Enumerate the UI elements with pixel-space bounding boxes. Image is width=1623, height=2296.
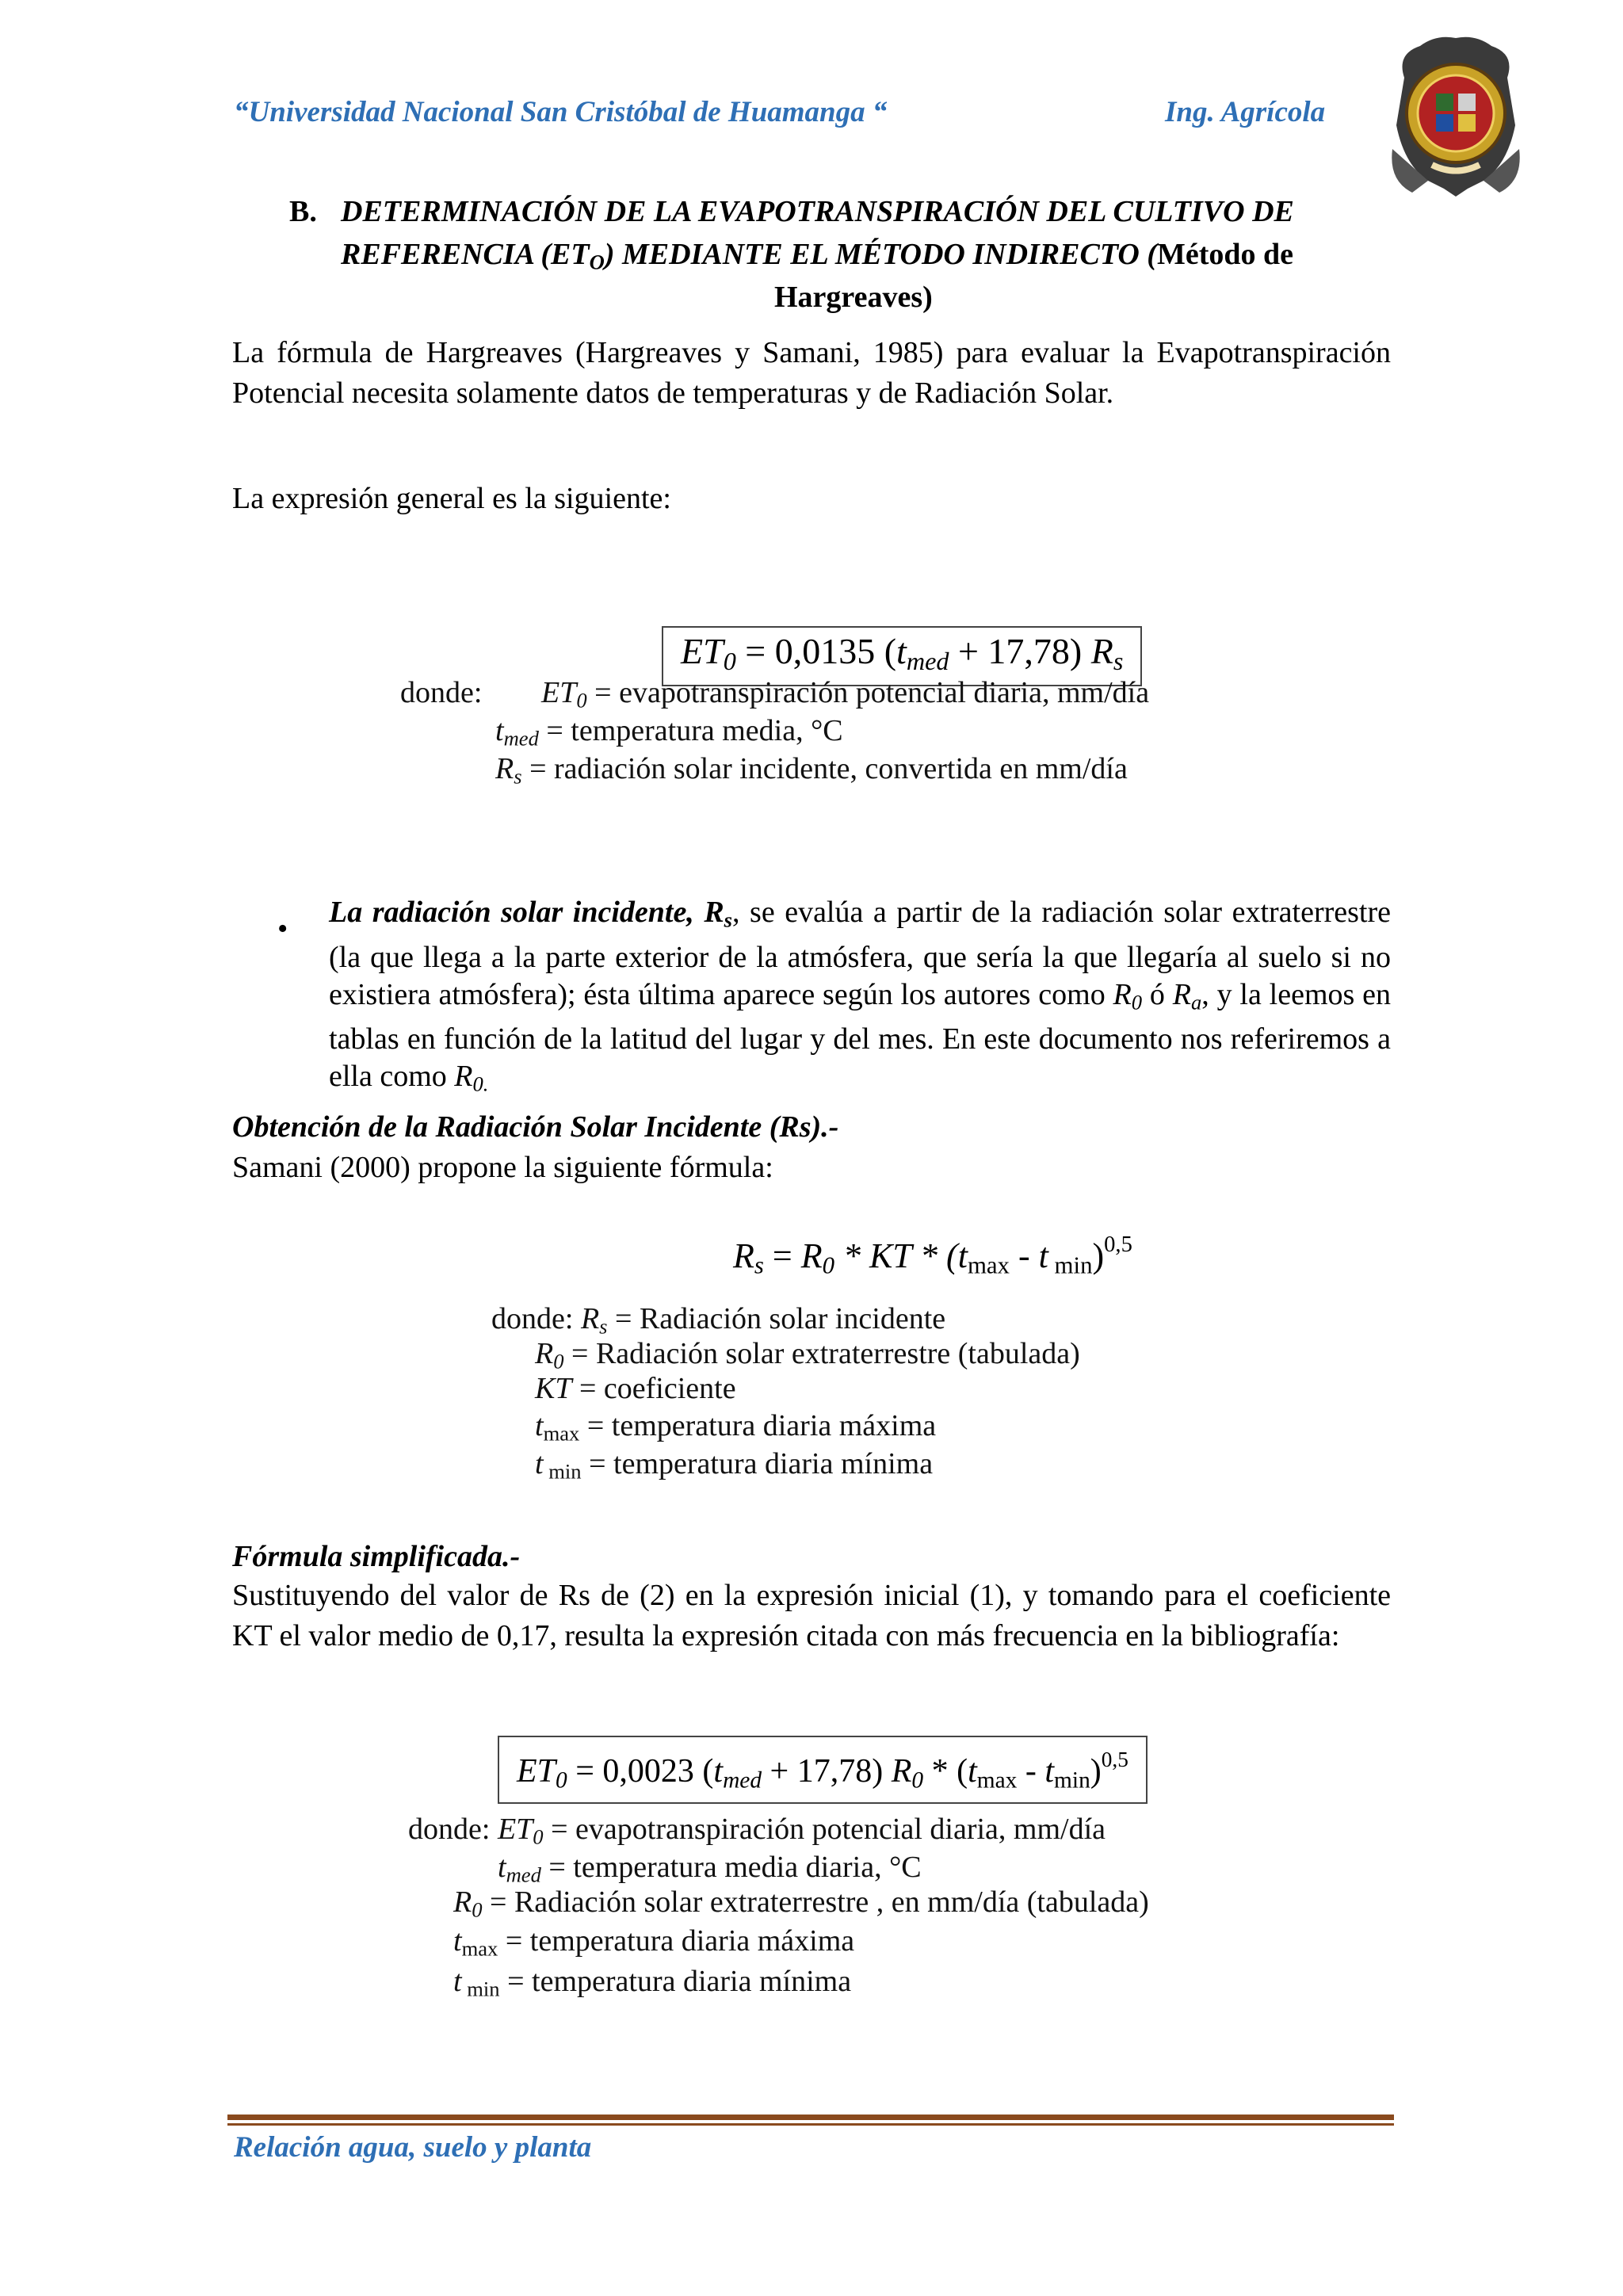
obtencion-text: Samani (2000) propone la siguiente fórmula: [232,1151,773,1184]
header-university: “Universidad Nacional San Cristóbal de Huamanga “ [234,96,888,128]
footer-text: Relación agua, suelo y planta [234,2131,592,2164]
formula2-def-rs: donde: $R_s$ = Radiación solar incidente [491,1302,946,1339]
formula1-def-et0: $ET_0$ = evapotranspiración potencial diaria, mm/día [541,676,1150,712]
formula2-def-tmax: $t_{max}$ = temperatura diaria máxima [535,1409,937,1446]
formula3-def-et0: donde: $ET_0$ = evapotranspiración potencial diaria, mm/día [408,1813,1106,1849]
footer-rule-thin [227,2123,1394,2126]
formula-hargreaves-simplificada: $ET_0 = 0,0023$ $(t_{med} + 17,78)$ $R_0 * (t_{max} - t_{min})^{0,5}$ [498,1736,1148,1804]
header-department: Ing. Agrícola [1165,96,1326,128]
formula-hargreaves-general: $ET_0 = 0,0135$ $(t_{med} + 17,78)$ $R_s$ [662,626,1142,686]
formula2-def-tmin: t $_{min}$ = temperatura diaria mínima [535,1447,934,1484]
bullet-radiacion: La radiación solar incidente, $R_s$, se evalúa a partir de la radiación solar extraterrestre (la que llega a la parte exterior de la atmósfera, que sería la que llegaría al suelo si no existiera atmósfera); ésta última aparece según los autores como $R_0$ ó $R_a$, y la leemos en tablas en función de la latitud del lugar y del mes. En este documento nos referiremos a ella como $R_{0.}$ [329,896,1392,1096]
university-crest-logo [1388,30,1523,197]
formula1-def-tmed: $t_{med}$ = temperatura media, °C [495,714,843,751]
formula1-def-rs: $R_s$ = radiación solar incidente, convertida en mm/día [495,752,1128,789]
obtencion-heading: Obtención de la Radiación Solar Incidente (Rs).- [232,1110,839,1144]
simplificada-heading: Fórmula simplificada.- [232,1540,521,1573]
section-title-line3: Hargreaves) [774,281,933,314]
formula3-def-tmed: $t_{med}$ = temperatura media diaria, °C [498,1851,922,1887]
formula3-def-tmax: $t_{max}$ = temperatura diaria máxima [453,1924,855,1961]
formula2-def-r0: $R_0$ = Radiación solar extraterrestre (tabulada) [535,1337,1080,1373]
formula3-def-r0: $R_0$ = Radiación solar extraterrestre , en mm/día (tabulada) [453,1885,1149,1922]
formula1-donde: donde: [400,676,483,709]
intro-paragraph: La fórmula de Hargreaves (Hargreaves y Samani, 1985) para evaluar la Evapotranspiración Potencial necesita solamente datos de temperaturas y de Radiación Solar. [232,336,1391,410]
bullet-dot: • [277,912,288,946]
section-label: B. [289,195,317,228]
formula3-def-tmin: t $_{min}$ = temperatura diaria mínima [453,1965,852,2001]
section-title-line1: DETERMINACIÓN DE LA EVAPOTRANSPIRACIÓN DEL CULTIVO DE [341,195,1294,228]
expression-intro: La expresión general es la siguiente: [232,482,671,515]
section-title-line2: REFERENCIA $(ET_O)$ MEDIANTE EL MÉTODO INDIRECTO (Método de [341,238,1293,274]
formula2-def-kt: KT = coeficiente [535,1372,736,1405]
simplificada-text: Sustituyendo del valor de Rs de (2) en la expresión inicial (1), y tomando para el coeficiente KT el valor medio de 0,17, resulta la expresión citada con más frecuencia en la bibliografía: [232,1579,1391,1652]
formula-samani: $R_s = R_0$ * KT * ($t_{max}$ - t $_{min}$)$^{0,5}$ [733,1232,1132,1279]
footer-rule [227,2115,1394,2120]
